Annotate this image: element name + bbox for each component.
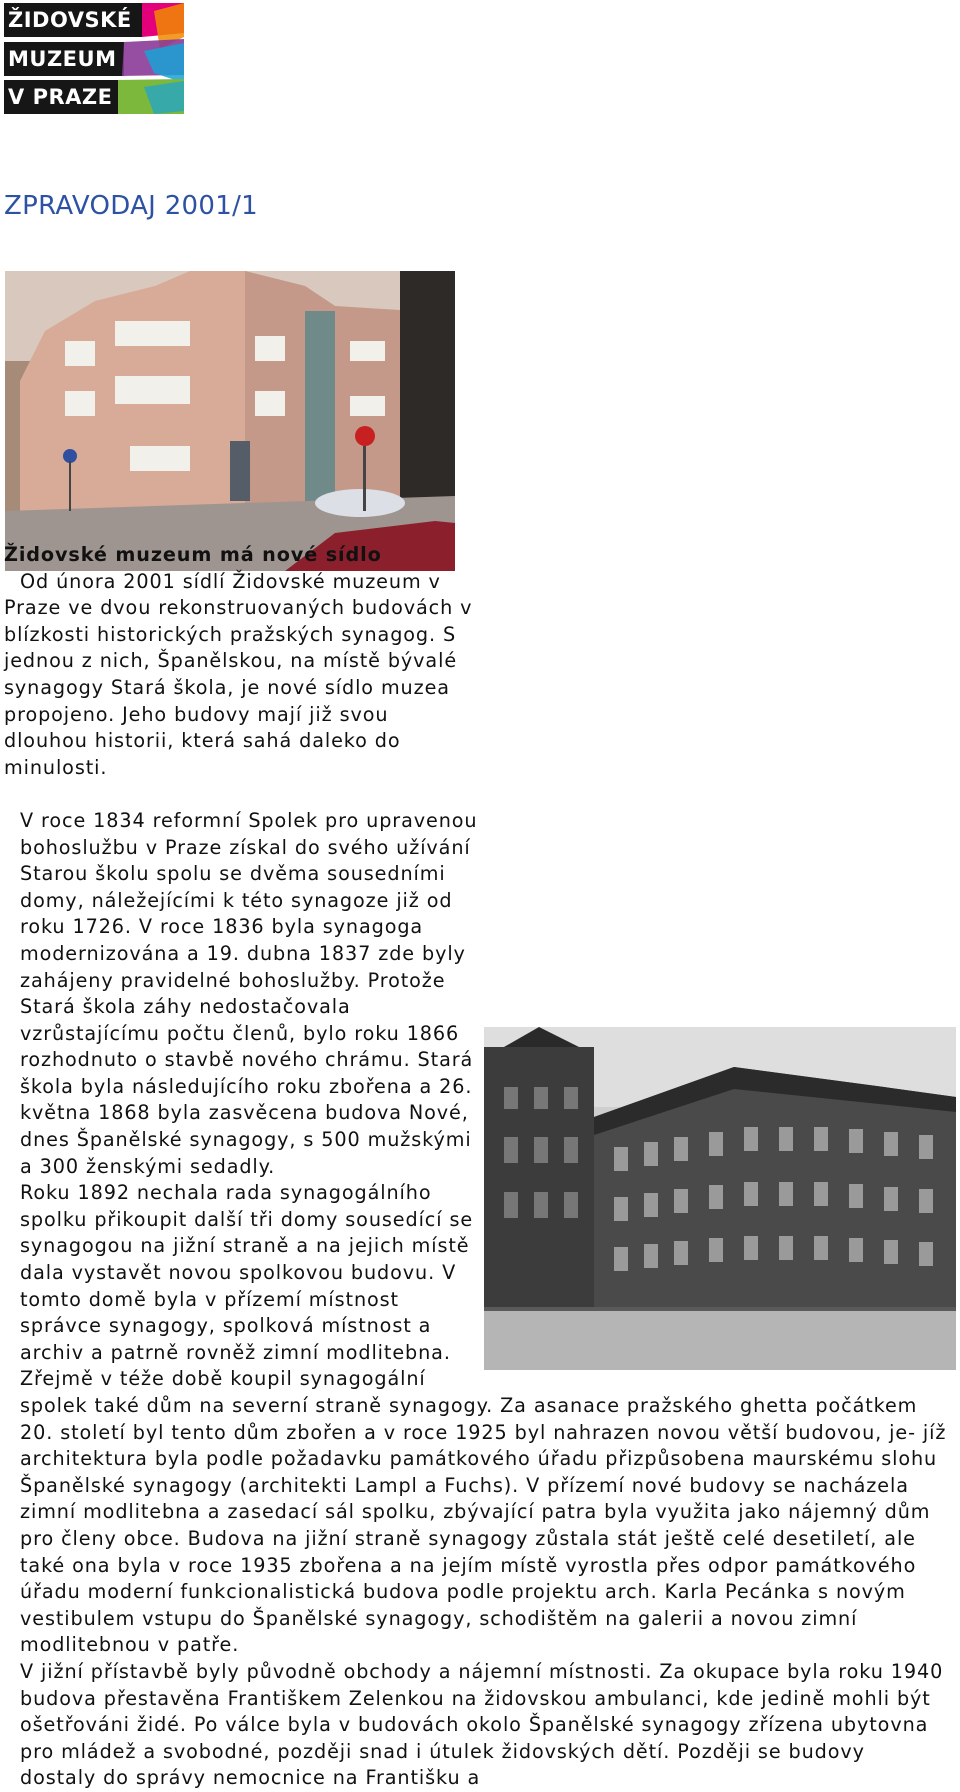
article-paragraph-2: V roce 1834 reformní Spolek pro upravenou bohoslužbu v Praze získal do svého užívání Starou školu spolu se dvěma sousedními domy, náležejícími k této synagoze již od roku 1726. V roce 1836 byla synagoga modernizována a 19. dubna 1837 zde byly zahájeny pravidelné bohoslužby. Protože Stará škola záhy nedostačovala vzrůstajícímu počtu členů, bylo roku 1866 rozhodnuto o stavbě nového chrámu. Stará škola byla následujícího roku zbořena a 26. května 1868 byla zasvěcena budova Nové, dnes Španělské synagogy, s 500 mužskými a 300 ženskými sedadly. [20, 808, 478, 1178]
article-paragraph-3: Roku 1892 nechala rada synagogálního spolku přikoupit další tři domy sousedící se synagogou na jižní straně a na jejich místě dala vystavět novou spolkovou budovu. V tomto domě byla v přízemí místnost správce synagogy, spolková místnost a archiv a patrně rovněž zimní modlitebna. Zřejmě v téže době koupil synagogální spolek také dům na severní straně synagogy. Za asanace pražského ghetta počátkem 20. století byl tento dům zbořen a v roce 1925 byl nahrazen novou větší budovou, je- jíž architektura byla podle požadavku památkového úřadu přizpůsobena maurskému slohu Španělské synagogy (architekti Lampl a Fuchs). V přízemí nové budovy se nacházela zimní modlitebna a zasedací sál spolku, zbývající patra byla využita jako nájemný dům pro členy obce. Budova na jižní straně synagogy zůstala stát ještě celé desetiletí, ale také ona byla v roce 1935 zbořena a na jejím místě vyrostla přes odpor památkového úřadu moderní funkcionalistická budova podle projektu arch. Karla Pecánka s novým vestibulem vstupu do Španělské synagogy, schodištěm na galerii a novou zimní modlitebnou v patře. [20, 1181, 947, 1657]
museum-logo [4, 3, 186, 114]
photo2-spacer [478, 1014, 948, 1372]
article-paragraph-1: Od února 2001 sídlí Židovské muzeum v Praze ve dvou rekonstruovaných budovách v blízkosti historických pražských synagog. S jednou z nich, Španělskou, na místě bývalé synagogy Stará škola, je nové sídlo muzea propojeno. Jeho budovy mají již svou dlouhou historii, která sahá daleko do minulosti. [4, 569, 473, 779]
paragraph-gap [4, 781, 948, 808]
page-title: ZPRAVODAJ 2001/1 [4, 191, 258, 221]
article [4, 256, 948, 1792]
article-headline: Židovské muzeum má nové sídlo [4, 543, 382, 566]
logo-line-1: ŽIDOVSKÉ [4, 3, 142, 37]
logo-line-2: MUZEUM [4, 42, 124, 76]
logo-line-3: V PRAZE [4, 80, 118, 114]
photo1-spacer [4, 256, 470, 542]
article-paragraph-4: V jižní přístavbě byly původně obchody a nájemní místnosti. Za okupace byla roku 1940 budova přestavěna Františkem Zelenkou na židovskou ambulanci, kde jedině mohli být ošetřováni židé. Po válce byla v budovách okolo Španělské synagogy zřízena ubytovna pro mládež a svobodné, později snad i útulek židovských dětí. Později se budovy dostaly do správy nemocnice na Františku a [20, 1659, 944, 1790]
logo-color-mark [4, 3, 186, 114]
